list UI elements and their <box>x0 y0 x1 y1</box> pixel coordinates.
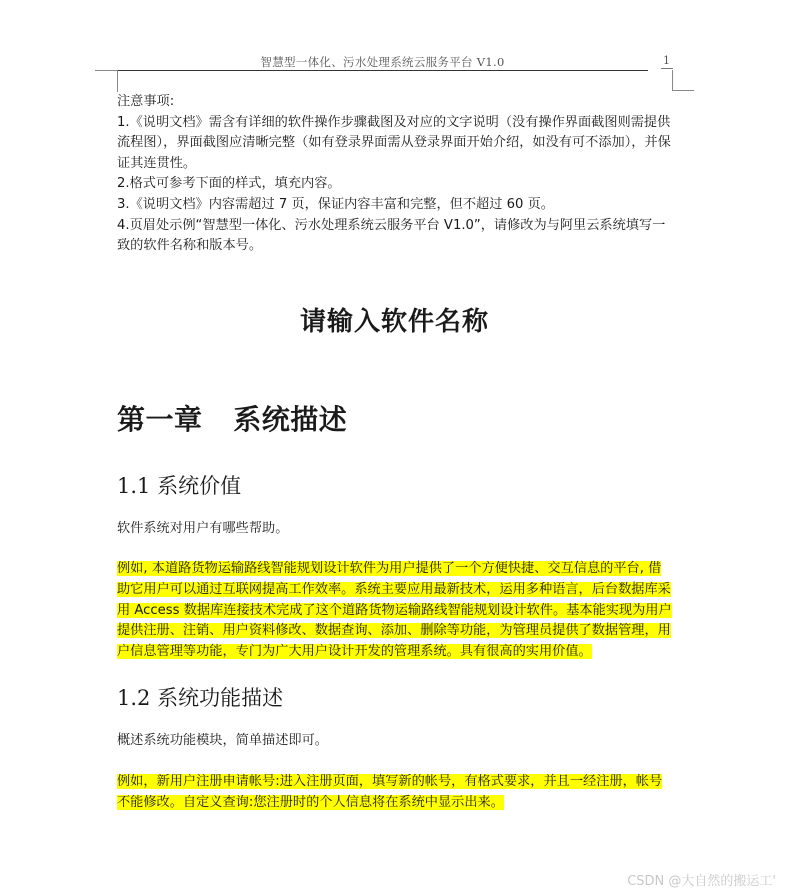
document-title: 请输入软件名称 <box>299 306 489 337</box>
notes-item-3: 3.《说明文档》内容需超过 7 页，保证内容丰富和完整，但不超过 60 页。 <box>117 196 554 212</box>
highlighted-example-text: 例如，新用户注册申请帐号:进入注册页面，填写新的帐号，有格式要求，并且一经注册，帐号不能修改。自定义查询:您注册时的个人信息将在系统中显示出来。 <box>117 773 663 810</box>
crop-mark-top-right-vertical <box>672 70 673 90</box>
notes-item-1: 1.《说明文档》需含有详细的软件操作步骤截图及对应的文字说明（没有操作界面截图则需提供流程图），界面截图应清晰完整（如有登录界面需从登录界面开始介绍，如没有可不添加），并保证其连贯性。 <box>117 114 671 171</box>
notes-item-2: 2.格式可参考下面的样式，填充内容。 <box>117 176 341 192</box>
section-1-1-example <box>117 559 672 662</box>
notes-block <box>117 92 672 257</box>
crop-mark-top-left <box>95 70 117 71</box>
highlighted-example-text: 例如, 本道路货物运输路线智能规划设计软件为用户提供了一个方便快捷、交互信息的平台, 借助它用户可以通过互联网提高工作效率。系统主要应用最新技术，运用多种语言，后台数据库采用 Access 数据库连接技术完成了这个道路货物运输路线智能规划设计软件。基本能实现为用户提供注册、注销、用户资料修改、数据查询、添加、删除等功能，为管理员提供了数据管理，用户信息管理等功能，专门为广大用户设计开发的管理系统。具有很高的实用价值。 <box>117 561 672 659</box>
crop-mark-top-right <box>672 90 694 91</box>
header-rule <box>117 70 648 71</box>
notes-item-4: 4.页眉处示例“智慧型一体化、污水处理系统云服务平台 V1.0”，请修改为与阿里云系统填写一致的软件名称和版本号。 <box>117 217 666 254</box>
page-header-title: 智慧型一体化、污水处理系统云服务平台 V1.0 <box>260 55 505 69</box>
section-1-2-example <box>117 772 672 813</box>
page-number-rule <box>661 68 673 69</box>
section-1-2-heading: 1.2 系统功能描述 <box>117 686 284 711</box>
section-1-2-intro: 概述系统功能模块，简单描述即可。 <box>117 733 328 749</box>
page-number: 1 <box>663 54 670 67</box>
chapter-heading: 第一章 系统描述 <box>117 402 348 436</box>
crop-mark-top-left-vertical <box>117 70 118 92</box>
document-body <box>117 92 672 813</box>
section-1-1-intro: 软件系统对用户有哪些帮助。 <box>117 520 289 536</box>
csdn-watermark: CSDN @大自然的搬运工' <box>627 874 776 889</box>
section-1-1-heading: 1.1 系统价值 <box>117 473 242 498</box>
notes-heading: 注意事项: <box>117 94 175 109</box>
